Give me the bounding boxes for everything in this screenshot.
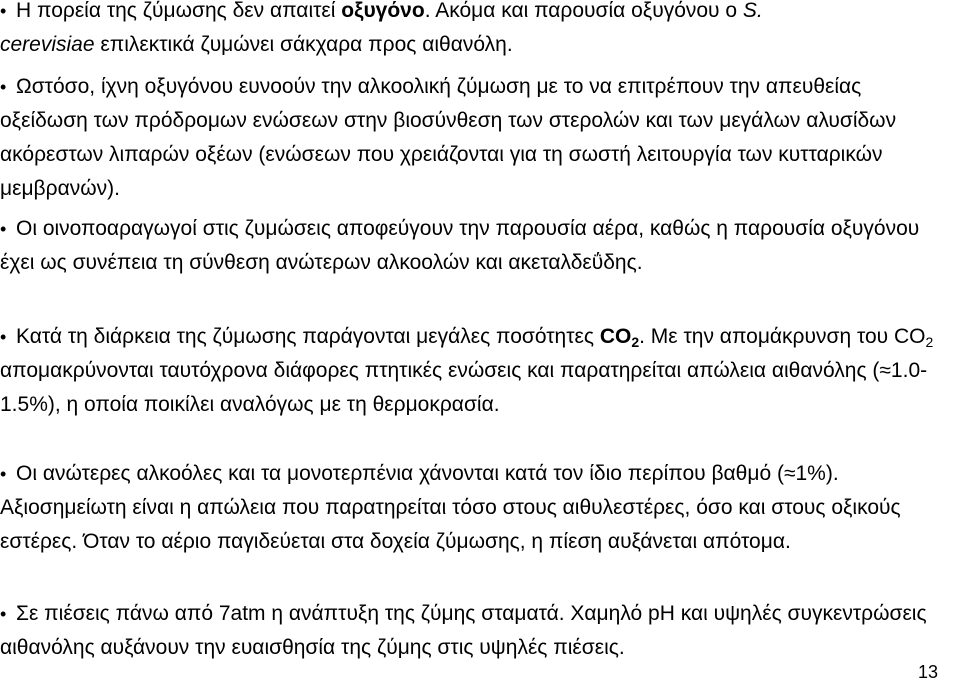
bullet-text: • Η πορεία της ζύμωσης δεν απαιτεί οξυγόνο. Ακόμα και παρουσία οξυγόνου ο S. cerevisiae επιλεκτικά ζυμώνει σάκχαρα προς αιθανόλη. — [0, 0, 950, 62]
bullet-icon: • — [0, 604, 7, 624]
bullet-text: • Οι ανώτερες αλκοόλες και τα μονοτερπένια χάνονται κατά τον ίδιο περίπου βαθμό (≈1%). Αξιοσημείωτη είναι η απώλεια που παρατηρείται τόσο στους αιθυλεστέρες, όσο και στους οξικούς εστέρες. Όταν το αέριο παγιδεύεται στα δοχεία ζύμωσης, η πίεση αυξάνεται απότομα. — [0, 457, 950, 559]
bullet-winemakers-avoid-air — [0, 212, 950, 280]
keyword-oxygen: οξυγόνο — [341, 0, 425, 22]
bullet-icon: • — [0, 464, 7, 484]
bullet-icon: • — [0, 327, 7, 347]
species-name: cerevisiae — [0, 33, 95, 56]
bullet-icon: • — [0, 219, 7, 239]
bullet-oxygen-not-required — [0, 0, 950, 62]
bullet-icon: • — [0, 1, 7, 21]
co2-formula: $CO_2$ — [599, 325, 640, 350]
bullet-pressure — [0, 597, 950, 665]
bullet-text: • Οι οινοποαραγωγοί στις ζυμώσεις αποφεύγουν την παρουσία αέρα, καθώς η παρουσία οξυγόνου έχει ως συνέπεια τη σύνθεση ανώτερων αλκοολών και ακεταλδεΰδης. — [0, 212, 950, 280]
bullet-co2-production — [0, 320, 950, 422]
bullet-text: • Κατά τη διάρκεια της ζύμωσης παράγονται μεγάλες ποσότητες $CO_2$. Με την απομάκρυνση του $CO_2$ απομακρύνονται ταυτόχρονα διάφορες πτητικές ενώσεις και παρατηρείται απώλεια αιθανόλης (≈1.0-1.5%), η οποία ποικίλει αναλόγως με τη θερμοκρασία. — [0, 320, 950, 422]
bullet-text: • Ωστόσο, ίχνη οξυγόνου ευνοούν την αλκοολική ζύμωση με το να επιτρέπουν την απευθείας οξείδωση των πρόδρομων ενώσεων στην βιοσύνθεση των στερολών και των μεγάλων αλυσίδων ακόρεστων λιπαρών οξέων (ενώσεων που χρειάζονται για τη σωστή λειτουργία των κυτταρικών μεμβρανών). — [0, 70, 950, 206]
page-number: 13 — [917, 662, 938, 682]
bullet-trace-oxygen — [0, 70, 950, 206]
bullet-text: • Σε πιέσεις πάνω από 7atm η ανάπτυξη της ζύμης σταματά. Χαμηλό pH και υψηλές συγκεντρώσεις αιθανόλης αυξάνουν την ευαισθησία της ζύμης στις υψηλές πιέσεις. — [0, 597, 950, 665]
bullet-icon: • — [0, 77, 7, 97]
bullet-higher-alcohols — [0, 457, 950, 559]
